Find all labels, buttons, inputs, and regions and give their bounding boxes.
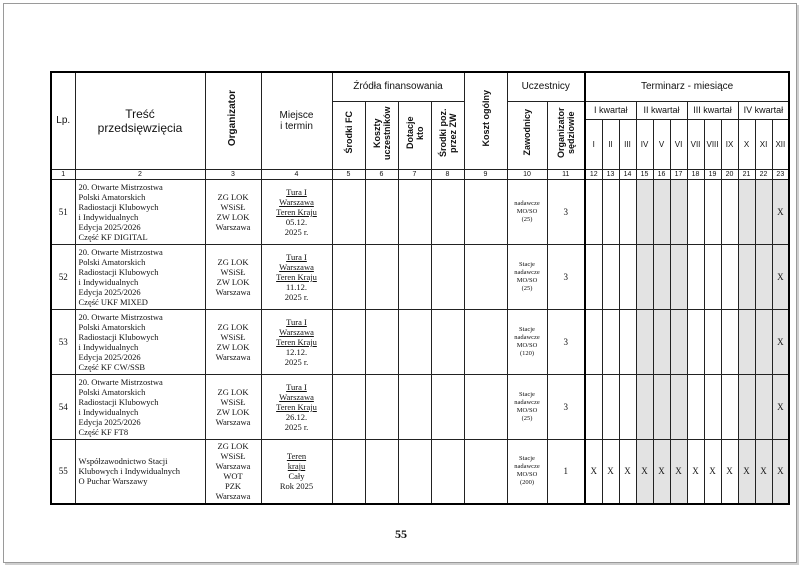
text-line: Polski Amatorskich [78,256,146,267]
col-organizator-header [205,72,261,169]
column-number: 15 [636,169,653,179]
month-header: VIII [704,120,721,169]
event-description [75,309,205,374]
referees: 3 [547,309,585,374]
month-header: II [602,120,619,169]
text-line: i Indywidualnych [78,276,139,287]
month-cell: X [772,374,789,439]
text-line: ZW LOK [216,341,250,352]
month-header: III [619,120,636,169]
text-line: 2025 r. [284,356,309,367]
table-row [51,309,789,374]
month-header: V [653,120,670,169]
funding-cell [398,179,431,244]
month-cell [636,244,653,309]
referees: 3 [547,374,585,439]
text-line: Radiostacji Klubowych [78,331,159,342]
funding-cell [365,309,398,374]
referees: 3 [547,244,585,309]
text-line: Warszawa [215,286,251,297]
text-line: MO/SO [516,406,538,414]
miejsce-label-2: i termin [280,120,313,132]
total-cost-cell [464,179,507,244]
month-cell [687,374,704,439]
referees: 3 [547,179,585,244]
participants [507,439,547,504]
organizator-label: Organizator [227,90,238,147]
column-number: 20 [721,169,738,179]
month-cell [738,244,755,309]
text-line: Teren Kraju [276,336,317,347]
quarter-4-header: IV kwartał [738,101,789,120]
event-description [75,179,205,244]
koszt-label: Koszt ogólny [480,90,491,147]
place-and-date [261,439,332,504]
month-cell [704,374,721,439]
month-cell [755,179,772,244]
month-cell [687,179,704,244]
participants [507,179,547,244]
place-and-date [261,244,332,309]
text-line: (120) [519,349,535,357]
text-line: Edycja 2025/2026 [78,286,141,297]
month-cell [653,244,670,309]
month-cell [738,374,755,439]
text-line: nadawcze [514,268,540,276]
column-number: 5 [332,169,365,179]
column-number: 23 [772,169,789,179]
month-cell [738,179,755,244]
text-line: 20. Otwarte Mistrzostwa [78,376,163,387]
month-cell [738,309,755,374]
event-description [75,244,205,309]
text-line: Polski Amatorskich [78,191,146,202]
text-line: 26.12. [285,411,308,422]
srodki-zw-label: Środki poz. przez ZW [437,108,458,157]
month-header: VI [670,120,687,169]
month-cell: X [687,439,704,504]
month-cell: X [704,439,721,504]
text-line: Edycja 2025/2026 [78,221,141,232]
text-line: Stacje [519,325,535,333]
month-cell [619,244,636,309]
month-header: VII [687,120,704,169]
text-line: ZG LOK [217,321,249,332]
month-cell: X [772,244,789,309]
funding-cell [431,309,464,374]
column-number: 10 [507,169,547,179]
row-number: 55 [51,439,75,504]
funding-cell [431,374,464,439]
month-cell [670,309,687,374]
text-line: MO/SO [516,471,538,479]
month-cell [687,309,704,374]
text-line: WSiSŁ [220,266,246,277]
funding-cell [365,244,398,309]
month-cell: X [653,439,670,504]
dotacje-label: Dotacje kto [404,116,425,149]
text-line: Polski Amatorskich [78,386,146,397]
text-line: PZK [224,481,242,492]
column-number: 19 [704,169,721,179]
month-header: I [585,120,602,169]
text-line: (25) [521,215,533,223]
col-sedziowie-header [547,101,585,169]
organizer [205,374,261,439]
month-cell [585,309,602,374]
total-cost-cell [464,374,507,439]
text-line: nadawcze [514,333,540,341]
text-line: MO/SO [516,276,538,284]
total-cost-cell [464,309,507,374]
month-cell [602,179,619,244]
text-line: 05.12. [285,216,308,227]
month-cell [755,244,772,309]
text-line: Teren Kraju [276,271,317,282]
col-koszt-header [464,72,507,169]
text-line: Teren [286,451,307,462]
funding-cell [431,439,464,504]
month-cell [636,309,653,374]
month-cell [653,374,670,439]
month-cell [670,179,687,244]
schedule-table [50,71,790,505]
referees: 1 [547,439,585,504]
month-cell [653,179,670,244]
text-line: Część KF CW/SSB [78,361,146,372]
text-line: 20. Otwarte Mistrzostwa [78,311,163,322]
uczestnicy-header: Uczestnicy [507,72,585,101]
text-line: Rok 2025 [279,481,314,492]
quarter-1-header: I kwartał [585,101,636,120]
text-line: 11.12. [286,281,307,292]
month-cell [585,179,602,244]
text-line: WOT [223,471,243,482]
month-cell [721,179,738,244]
row-number: 54 [51,374,75,439]
text-line: Warszawa [279,196,314,207]
text-line: i Indywidualnych [78,341,139,352]
place-and-date [261,309,332,374]
table-row [51,179,789,244]
month-cell: X [670,439,687,504]
total-cost-cell [464,439,507,504]
month-cell: X [585,439,602,504]
column-number: 21 [738,169,755,179]
month-cell [670,374,687,439]
text-line: ZG LOK [217,386,249,397]
table-row [51,374,789,439]
participants [507,374,547,439]
place-and-date [261,179,332,244]
organizer [205,179,261,244]
funding-cell [332,244,365,309]
month-header: XII [772,120,789,169]
column-number: 13 [602,169,619,179]
funding-cell [332,309,365,374]
text-line: ZG LOK [217,256,249,267]
text-line: i Indywidualnych [78,211,139,222]
col-tresc-header: Treść przedsięwzięcia [75,72,205,169]
text-line: Warszawa [215,351,251,362]
text-line: Stacje [519,455,535,463]
month-cell [636,179,653,244]
quarter-2-header: II kwartał [636,101,687,120]
col-miejsce-header [261,72,332,169]
text-line: ZW LOK [216,211,250,222]
funding-cell [365,374,398,439]
text-line: 2025 r. [284,226,309,237]
text-line: O Puchar Warszawy [78,476,148,487]
column-number: 6 [365,169,398,179]
column-number: 2 [75,169,205,179]
month-cell [619,309,636,374]
organizer [205,439,261,504]
text-line: Tura I [286,186,307,197]
month-cell [602,309,619,374]
text-line: (25) [521,414,533,422]
funding-cell [332,439,365,504]
column-number: 9 [464,169,507,179]
text-line: Teren Kraju [276,401,317,412]
text-line: Radiostacji Klubowych [78,266,159,277]
month-cell [721,374,738,439]
text-line: Warszawa [215,491,251,502]
column-number: 14 [619,169,636,179]
month-cell [585,244,602,309]
col-srodki-zw-header [431,101,464,169]
month-cell [602,374,619,439]
funding-cell [398,374,431,439]
col-dotacje-header [398,101,431,169]
month-cell [704,179,721,244]
terminarz-header: Terminarz - miesiące [585,72,789,101]
funding-cell [365,179,398,244]
month-cell: X [772,179,789,244]
organizer [205,309,261,374]
table-row [51,244,789,309]
text-line: ZW LOK [216,406,250,417]
month-cell: X [721,439,738,504]
funding-cell [398,309,431,374]
row-number: 51 [51,179,75,244]
event-description [75,374,205,439]
column-number: 11 [547,169,585,179]
month-cell: X [636,439,653,504]
text-line: Polski Amatorskich [78,321,146,332]
text-line: nadawcze [514,199,540,207]
month-cell: X [738,439,755,504]
text-line: Radiostacji Klubowych [78,201,159,212]
month-cell: X [755,439,772,504]
text-line: Radiostacji Klubowych [78,396,159,407]
text-line: 2025 r. [284,291,309,302]
column-number: 22 [755,169,772,179]
month-cell [704,309,721,374]
text-line: Warszawa [215,416,251,427]
text-line: Część KF FT8 [78,426,129,437]
column-number: 16 [653,169,670,179]
col-zawodnicy-header [507,101,547,169]
text-line: WSiSŁ [220,396,246,407]
funding-cell [332,179,365,244]
month-cell [602,244,619,309]
text-line: ZG LOK [217,191,249,202]
column-number: 12 [585,169,602,179]
zawodnicy-label: Zawodnicy [522,109,532,156]
column-number: 8 [431,169,464,179]
col-koszty-uczestnikow-header [365,101,398,169]
text-line: ZG LOK [217,441,249,452]
column-numbers-row [51,169,789,179]
month-cell [619,374,636,439]
table-row [51,439,789,504]
text-line: Tura I [286,251,307,262]
column-number: 17 [670,169,687,179]
text-line: (25) [521,284,533,292]
text-line: Edycja 2025/2026 [78,351,141,362]
funding-cell [398,439,431,504]
text-line: Warszawa [279,261,314,272]
text-line: Warszawa [215,461,251,472]
zrodla-finansowania-header: Źródła finansowania [332,72,464,101]
text-line: Tura I [286,316,307,327]
page-number: 55 [395,527,407,541]
text-line: MO/SO [516,207,538,215]
funding-cell [365,439,398,504]
month-cell [619,179,636,244]
month-cell [721,244,738,309]
month-cell [721,309,738,374]
text-line: Teren Kraju [276,206,317,217]
month-header: X [738,120,755,169]
row-number: 52 [51,244,75,309]
text-line: 12.12. [285,346,308,357]
text-line: WSiSŁ [220,201,246,212]
place-and-date [261,374,332,439]
miejsce-label-1: Miejsce [279,109,314,121]
column-number: 4 [261,169,332,179]
month-cell [755,309,772,374]
month-cell: X [619,439,636,504]
text-line: (200) [519,479,535,487]
funding-cell [398,244,431,309]
participants [507,244,547,309]
text-line: 2025 r. [284,421,309,432]
text-line: WSiSŁ [220,331,246,342]
text-line: Klubowych i Indywidualnych [78,466,181,477]
month-cell [636,374,653,439]
text-line: Warszawa [215,221,251,232]
row-number: 53 [51,309,75,374]
koszty-uczestnikow-label: Koszty uczestników [371,105,392,160]
text-line: Stacje [519,390,535,398]
month-cell: X [602,439,619,504]
sedziowie-label: Organizator sędziowie [555,107,576,158]
month-cell [670,244,687,309]
month-cell [653,309,670,374]
text-line: Część UKF MIXED [78,296,148,307]
column-number: 7 [398,169,431,179]
text-line: kraju [287,461,306,472]
text-line: nadawcze [514,398,540,406]
text-line: Warszawa [279,391,314,402]
text-line: 20. Otwarte Mistrzostwa [78,181,163,192]
text-line: Współzawodnictwo Stacji [78,456,168,467]
month-cell [585,374,602,439]
organizer [205,244,261,309]
funding-cell [431,179,464,244]
month-header: IV [636,120,653,169]
col-srodki-fc-header [332,101,365,169]
text-line: MO/SO [516,341,538,349]
participants [507,309,547,374]
column-number: 3 [205,169,261,179]
srodki-fc-label: Środki FC [343,111,354,154]
month-header: IX [721,120,738,169]
month-cell: X [772,309,789,374]
text-line: Edycja 2025/2026 [78,416,141,427]
text-line: i Indywidualnych [78,406,139,417]
text-line: nadawcze [514,463,540,471]
col-lp-header: Lp. [51,72,75,169]
column-number: 1 [51,169,75,179]
column-number: 18 [687,169,704,179]
month-cell [755,374,772,439]
text-line: 20. Otwarte Mistrzostwa [78,246,163,257]
text-line: Warszawa [279,326,314,337]
total-cost-cell [464,244,507,309]
month-cell [687,244,704,309]
text-line: WSiSŁ [220,451,246,462]
text-line: Część KF DIGITAL [78,231,148,242]
text-line: ZW LOK [216,276,250,287]
quarter-3-header: III kwartał [687,101,738,120]
month-header: XI [755,120,772,169]
month-cell [704,244,721,309]
event-description [75,439,205,504]
month-cell: X [772,439,789,504]
text-line: Cały [288,471,305,482]
funding-cell [431,244,464,309]
funding-cell [332,374,365,439]
text-line: Stacje [519,260,535,268]
text-line: Tura I [286,381,307,392]
